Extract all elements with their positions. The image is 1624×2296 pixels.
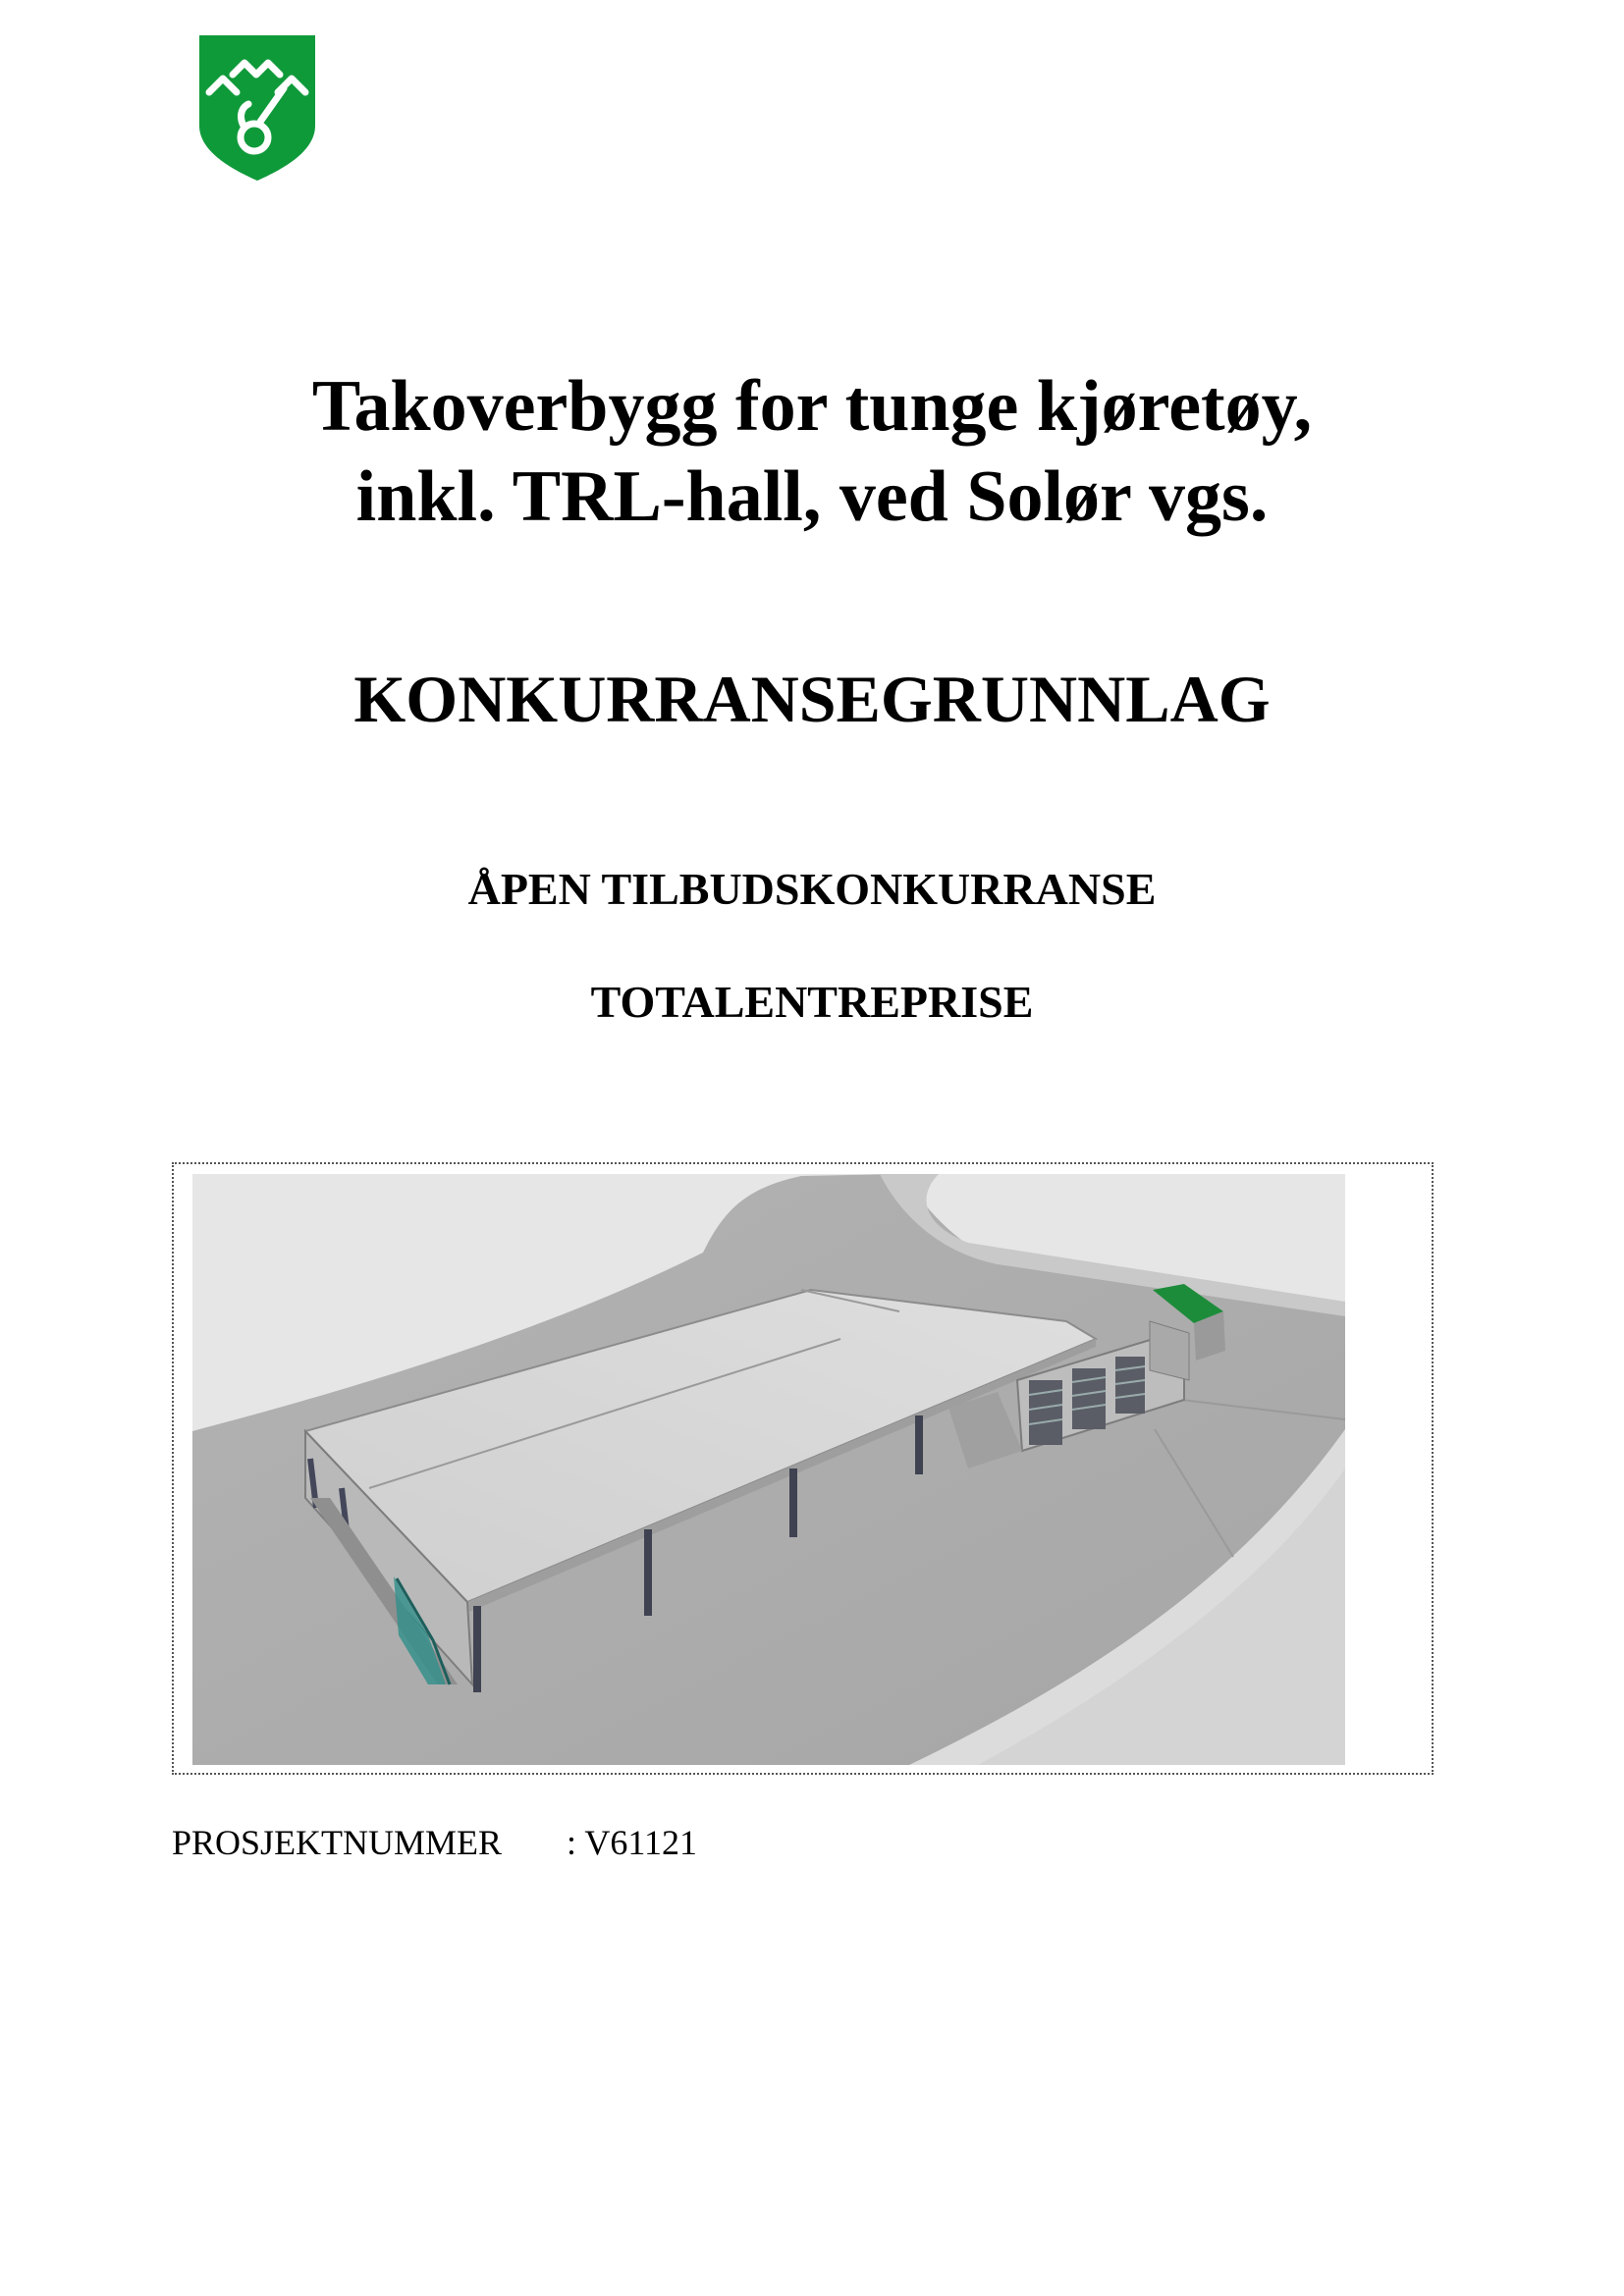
project-number (172, 1821, 697, 1864)
procedure-heading: ÅPEN TILBUDSKONKURRANSE (467, 864, 1157, 914)
municipal-coat-of-arms-icon (199, 35, 315, 183)
contract-form-heading: TOTALENTREPRISE (590, 977, 1034, 1027)
document-type-heading: KONKURRANSEGRUNNLAG (353, 662, 1271, 736)
building-3d-render-icon (192, 1174, 1345, 1765)
page-title (0, 361, 1624, 542)
project-number-value: : V61121 (567, 1823, 698, 1862)
title-line-1: Takoverbygg for tunge kjøretøy, (311, 366, 1313, 447)
project-number-label: PROSJEKTNUMMER (172, 1823, 503, 1862)
title-line-2: inkl. TRL-hall, ved Solør vgs. (355, 456, 1269, 537)
